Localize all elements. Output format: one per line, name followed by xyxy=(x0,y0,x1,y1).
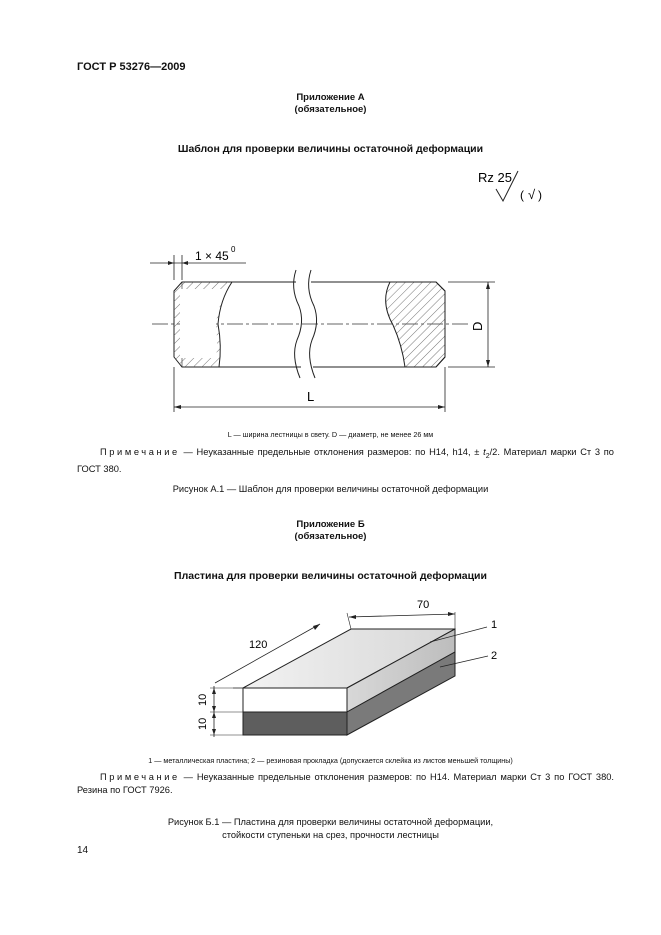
note-t-sub: 2 xyxy=(485,452,490,460)
document-code: ГОСТ Р 53276—2009 xyxy=(77,61,186,73)
diameter-label: D xyxy=(470,321,485,331)
figure-b1-legend: 1 — металлическая пластина; 2 — резиновая прокладка (допускается склейка из листов меньшей толщины) xyxy=(148,756,513,765)
length-dimension xyxy=(174,367,445,412)
chamfer-degree: 0 xyxy=(231,245,236,254)
callout-2: 2 xyxy=(491,650,498,662)
figure-b1-drawing xyxy=(0,590,661,748)
length-label-b: 120 xyxy=(249,639,268,651)
note-label: Примечание xyxy=(100,447,180,457)
chamfer-dimension xyxy=(150,245,246,280)
rubber-pad-front xyxy=(243,712,347,735)
roughness-paren-close: ) xyxy=(538,188,542,202)
length-label: L xyxy=(307,389,315,404)
height-label-bottom: 10 xyxy=(197,717,209,730)
appendix-b-title: Пластина для проверки величины остаточной деформации xyxy=(174,570,487,582)
note-text-pre: — Неуказанные предельные отклонения размеров: по Н14, h14, ± xyxy=(179,447,484,457)
roughness-check: √ xyxy=(528,187,536,202)
appendix-a-heading xyxy=(0,92,661,116)
roughness-symbol xyxy=(478,170,542,202)
height-dimension xyxy=(197,686,243,737)
appendix-a-note xyxy=(77,446,614,476)
figure-b1-caption xyxy=(0,816,661,842)
height-label-top: 10 xyxy=(197,693,209,706)
diameter-dimension xyxy=(448,282,495,367)
appendix-b-note xyxy=(77,771,614,797)
appendix-b-status: (обязательное) xyxy=(294,531,367,542)
callout-1: 1 xyxy=(491,619,498,631)
roughness-paren-open: ( xyxy=(520,188,524,202)
appendix-a-status: (обязательное) xyxy=(294,104,367,115)
width-dimension xyxy=(347,599,455,629)
appendix-b-label: Приложение Б xyxy=(296,519,365,530)
appendix-a-title: Шаблон для проверки величины остаточной деформации xyxy=(177,143,484,155)
appendix-a-label: Приложение А xyxy=(296,92,365,103)
metal-plate-front xyxy=(243,688,347,712)
note-b-text: — Неуказанные предельные отклонения размеров: по Н14. Материал марки Ст 3 по ГОСТ 380. Резина по ГОСТ 7926. xyxy=(77,772,614,795)
note-text-post: /2. Материал марки Ст 3 по ГОСТ 380. xyxy=(77,447,614,474)
page-number: 14 xyxy=(77,845,89,856)
appendix-b-heading xyxy=(0,519,661,543)
chamfer-label: 1 × 45 xyxy=(195,249,229,263)
note-b-label: Примечание xyxy=(100,772,180,782)
roughness-rz: Rz 25 xyxy=(478,170,512,185)
note-t: t xyxy=(483,447,486,457)
figure-b1-caption-line2: стойкости ступеньки на срез, прочности лестницы xyxy=(222,830,439,840)
figure-b1-caption-line1: Рисунок Б.1 — Пластина для проверки величины остаточной деформации, xyxy=(167,817,494,827)
figure-a1-caption: Рисунок А.1 — Шаблон для проверки величины остаточной деформации xyxy=(172,484,489,494)
figure-a1-drawing xyxy=(0,160,661,430)
figure-a1-legend: L — ширина лестницы в свету. D — диаметр, не менее 26 мм xyxy=(227,430,434,439)
width-label: 70 xyxy=(417,599,430,611)
